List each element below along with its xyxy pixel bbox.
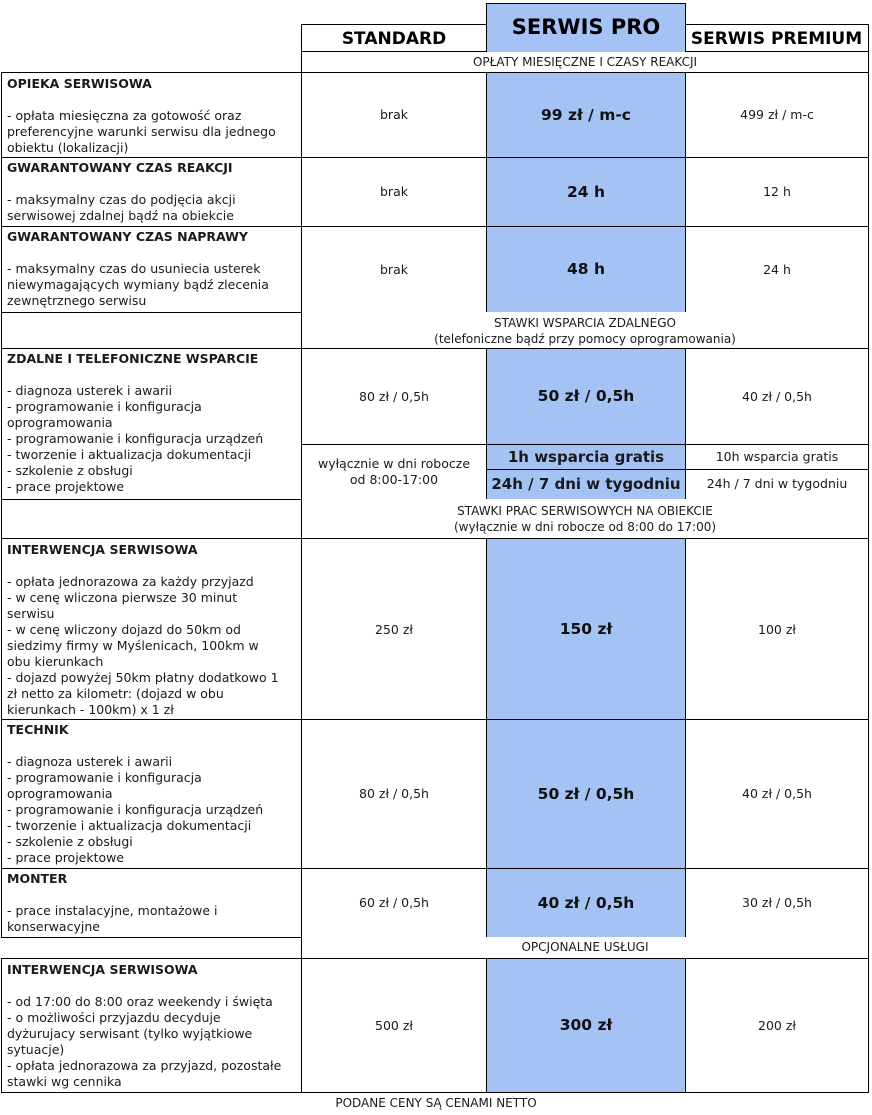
- section-onsite-subtitle: (wyłącznie w dni robocze od 8:00 do 17:00): [453, 520, 717, 534]
- row-description: - diagnoza usterek i awarii - programowanie i konfiguracja oprogramowania - programowanie i konfiguracja urządzeń - tworzenie i aktualizacja dokumentacji - szkolenie z obsługi - prace projektowe: [7, 754, 264, 865]
- row-title: INTERWENCJA SERWISOWA: [7, 962, 198, 977]
- zdalne-premium-value: 40 zł / 0,5h: [685, 348, 869, 445]
- row-zdalne-label: [1, 348, 301, 500]
- section-remote-title: STAWKI WSPARCIA ZDALNEGO: [494, 316, 676, 330]
- row-reakcja-label: [1, 157, 301, 227]
- technik-standard-value: 80 zł / 0,5h: [301, 719, 486, 869]
- monter-premium-value: 30 zł / 0,5h: [685, 868, 869, 938]
- naprawa-premium-value: 24 h: [685, 226, 869, 313]
- row-description: - maksymalny czas do podjęcia akcji serwisowej zdalnej bądź na obiekcie: [7, 192, 236, 223]
- zdalne-pro-value: 50 zł / 0,5h: [486, 348, 685, 445]
- row-description: - opłata miesięczna za gotowość oraz preferencyjne warunki serwisu dla jednego obiektu (lokalizacji): [7, 108, 276, 155]
- row-interwencja-optional-label: [1, 958, 301, 1093]
- zdalne-pro-gratis: 1h wsparcia gratis: [486, 444, 685, 470]
- naprawa-pro-value: 48 h: [486, 226, 685, 313]
- zdalne-standard-value: 80 zł / 0,5h: [301, 348, 486, 445]
- zdalne-premium-gratis: 10h wsparcia gratis: [685, 444, 869, 470]
- reakcja-standard-value: brak: [301, 157, 486, 227]
- zdalne-pro-hours: 24h / 7 dni w tygodniu: [486, 469, 685, 500]
- reakcja-pro-value: 24 h: [486, 157, 685, 227]
- interwencja-optional-pro-value: 300 zł: [486, 958, 685, 1093]
- zdalne-premium-hours: 24h / 7 dni w tygodniu: [685, 469, 869, 500]
- interwencja-standard-value: 250 zł: [301, 539, 486, 720]
- opieka-premium-value: 499 zł / m-c: [685, 72, 869, 158]
- row-description: - od 17:00 do 8:00 oraz weekendy i święta - o możliwości przyjazdu decyduje dyżurujacy serwisant (tylko wyjątkiowe sytuacje) - opłata jednorazowa za przyjazd, pozostałe stawki wg cennika: [7, 994, 282, 1089]
- row-description: - opłata jednorazowa za każdy przyjazd - w cenę wliczona pierwsze 30 minut serwisu - w cenę wliczony dojazd do 50km od siedzimy firmy w Myślenicach, 100km w obu kierunkach - dojazd powyżej 50km płatny dodatkowo 1 zł netto za kilometr: (dojazd w obu kierunkach - 100km) x 1 zł: [7, 574, 279, 717]
- zdalne-standard-hours: wyłącznie w dni robocze od 8:00-17:00: [301, 444, 486, 500]
- section-remote-header: [301, 312, 869, 349]
- row-title: OPIEKA SERWISOWA: [7, 76, 152, 91]
- technik-pro-value: 50 zł / 0,5h: [486, 719, 685, 869]
- row-description: - diagnoza usterek i awarii - programowanie i konfiguracja oprogramowania - programowanie i konfiguracja urządzeń - tworzenie i aktualizacja dokumentacji - szkolenie z obsługi - prace projektowe: [7, 383, 264, 494]
- interwencja-optional-standard-value: 500 zł: [301, 958, 486, 1093]
- section-optional-header: OPCJONALNE USŁUGI: [301, 937, 869, 959]
- interwencja-optional-premium-value: 200 zł: [685, 958, 869, 1093]
- row-title: INTERWENCJA SERWISOWA: [7, 542, 198, 557]
- row-description: - prace instalacyjne, montażowe i konserwacyjne: [7, 903, 218, 934]
- section-onsite-title: STAWKI PRAC SERWISOWYCH NA OBIEKCIE: [457, 504, 713, 518]
- opieka-pro-value: 99 zł / m-c: [486, 72, 685, 158]
- header-pro: SERWIS PRO: [486, 3, 686, 52]
- monter-pro-value: 40 zł / 0,5h: [486, 868, 685, 938]
- row-description: - maksymalny czas do usuniecia usterek niewymagających wymiany bądź zlecenia zewnętrznego serwisu: [7, 261, 269, 308]
- section-onsite-header: [301, 499, 869, 539]
- interwencja-pro-value: 150 zł: [486, 539, 685, 720]
- row-interwencja-label: [1, 539, 301, 720]
- section-onsite-spacer: [1, 499, 301, 539]
- row-naprawa-label: [1, 226, 301, 313]
- row-title: GWARANTOWANY CZAS REAKCJI: [7, 160, 233, 175]
- section-remote-spacer: [1, 312, 301, 349]
- row-title: ZDALNE I TELEFONICZNE WSPARCIE: [7, 351, 259, 366]
- header-premium: SERWIS PREMIUM: [685, 24, 869, 52]
- row-technik-label: [1, 719, 301, 869]
- row-opieka-label: [1, 72, 301, 158]
- row-title: MONTER: [7, 871, 68, 886]
- interwencja-premium-value: 100 zł: [685, 539, 869, 720]
- row-title: TECHNIK: [7, 722, 69, 737]
- reakcja-premium-value: 12 h: [685, 157, 869, 227]
- opieka-standard-value: brak: [301, 72, 486, 158]
- technik-premium-value: 40 zł / 0,5h: [685, 719, 869, 869]
- naprawa-standard-value: brak: [301, 226, 486, 313]
- footer-note: PODANE CENY SĄ CENAMI NETTO: [335, 1096, 537, 1110]
- section-remote-subtitle: (telefoniczne bądź przy pomocy oprogramowania): [434, 332, 736, 346]
- monter-standard-value: 60 zł / 0,5h: [301, 868, 486, 938]
- header-standard: STANDARD: [301, 24, 486, 52]
- row-monter-label: [1, 868, 301, 938]
- row-title: GWARANTOWANY CZAS NAPRAWY: [7, 229, 248, 244]
- section-monthly-header: OPŁATY MIESIĘCZNE I CZASY REAKCJI: [301, 52, 869, 73]
